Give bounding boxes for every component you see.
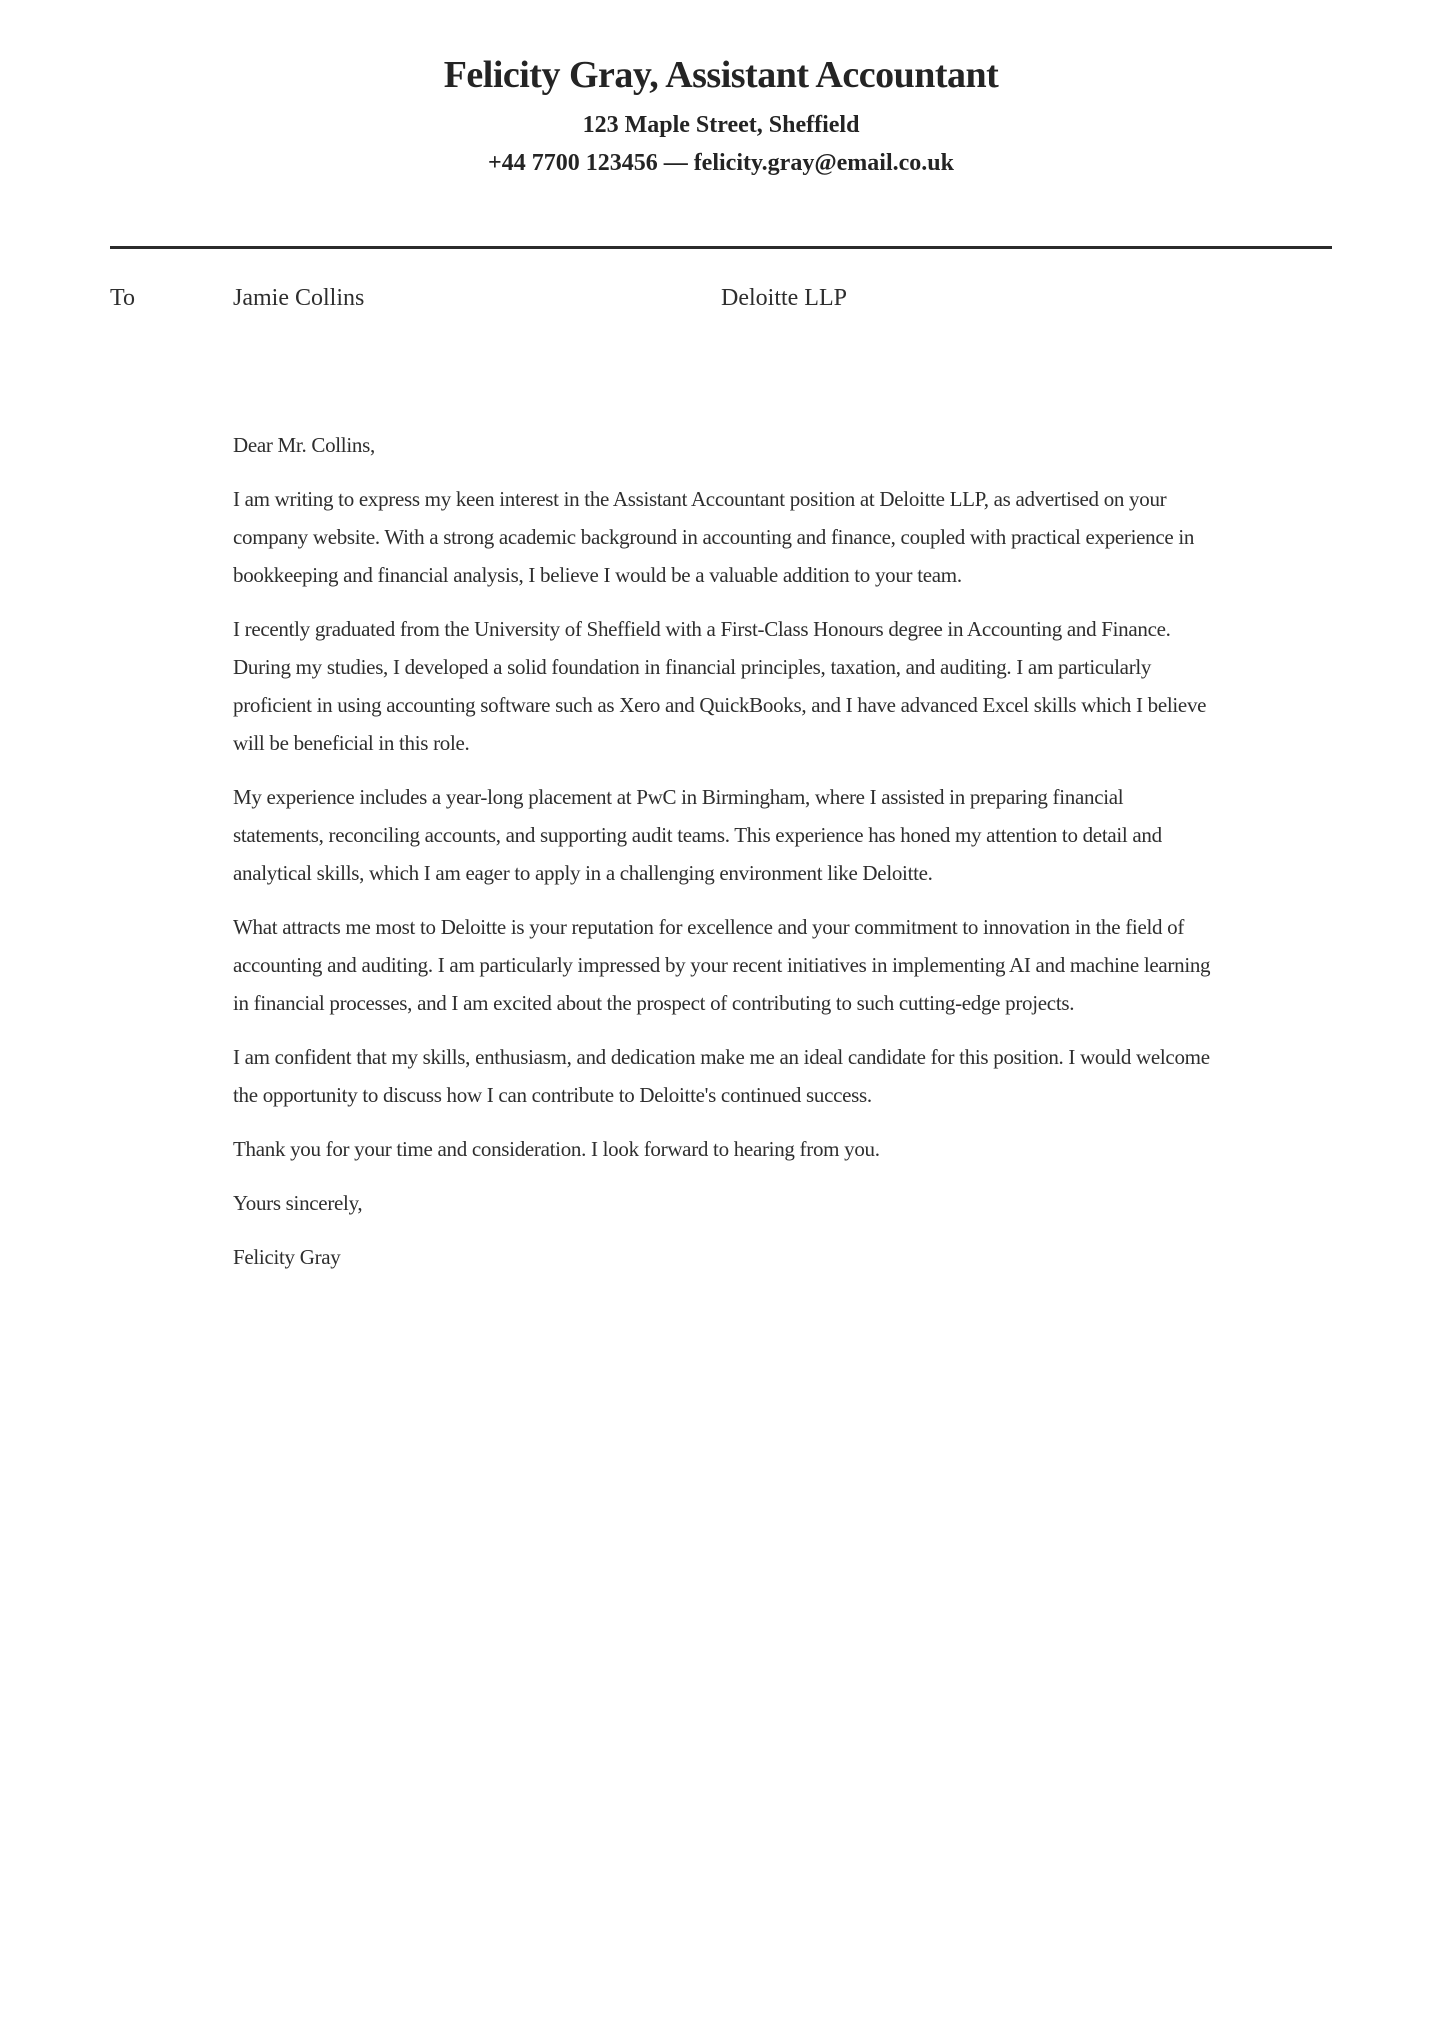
- page-title: Felicity Gray, Assistant Accountant: [443, 54, 999, 96]
- body-paragraph: I am writing to express my keen interest in the Assistant Accountant position at Deloitte LLP, as advertised on your company website. With a strong academic background in accounting and finance, coupled with practical experience in bookkeeping and financial analysis, I believe I would be a valuable addition to your team.: [233, 487, 1195, 587]
- letter-body: [233, 426, 1213, 1276]
- body-paragraph: My experience includes a year-long placement at PwC in Birmingham, where I assisted in preparing financial statements, reconciling accounts, and supporting audit teams. This experience has honed my attention to detail and analytical skills, which I am eager to apply in a challenging environment like Deloitte.: [233, 785, 1162, 885]
- contact-line: +44 7700 123456 — felicity.gray@email.co.uk: [488, 150, 954, 176]
- header-divider: [110, 246, 1332, 249]
- recipient-company: Deloitte LLP: [721, 285, 847, 311]
- body-paragraph: Thank you for your time and consideration. I look forward to hearing from you.: [233, 1137, 880, 1161]
- body-paragraph: I am confident that my skills, enthusiasm, and dedication make me an ideal candidate for this position. I would welcome the opportunity to discuss how I can contribute to Deloitte's continued success.: [233, 1045, 1210, 1107]
- signature: Felicity Gray: [233, 1245, 341, 1269]
- recipient-row: [110, 282, 1332, 314]
- recipient-label: To: [110, 285, 135, 311]
- closing: Yours sincerely,: [233, 1191, 363, 1215]
- body-paragraph: What attracts me most to Deloitte is your reputation for excellence and your commitment to innovation in the field of accounting and auditing. I am particularly impressed by your recent initiatives in implementing AI and machine learning in financial processes, and I am excited about the prospect of contributing to such cutting-edge projects.: [233, 915, 1211, 1015]
- salutation: Dear Mr. Collins,: [233, 433, 375, 457]
- address-line: 123 Maple Street, Sheffield: [582, 112, 860, 138]
- letter-header: [110, 52, 1332, 182]
- body-paragraph: I recently graduated from the University of Sheffield with a First-Class Honours degree in Accounting and Finance. During my studies, I developed a solid foundation in financial principles, taxation, and auditing. I am particularly proficient in using accounting software such as Xero and QuickBooks, and I have advanced Excel skills which I believe will be beneficial in this role.: [233, 617, 1207, 755]
- recipient-name: Jamie Collins: [233, 285, 365, 311]
